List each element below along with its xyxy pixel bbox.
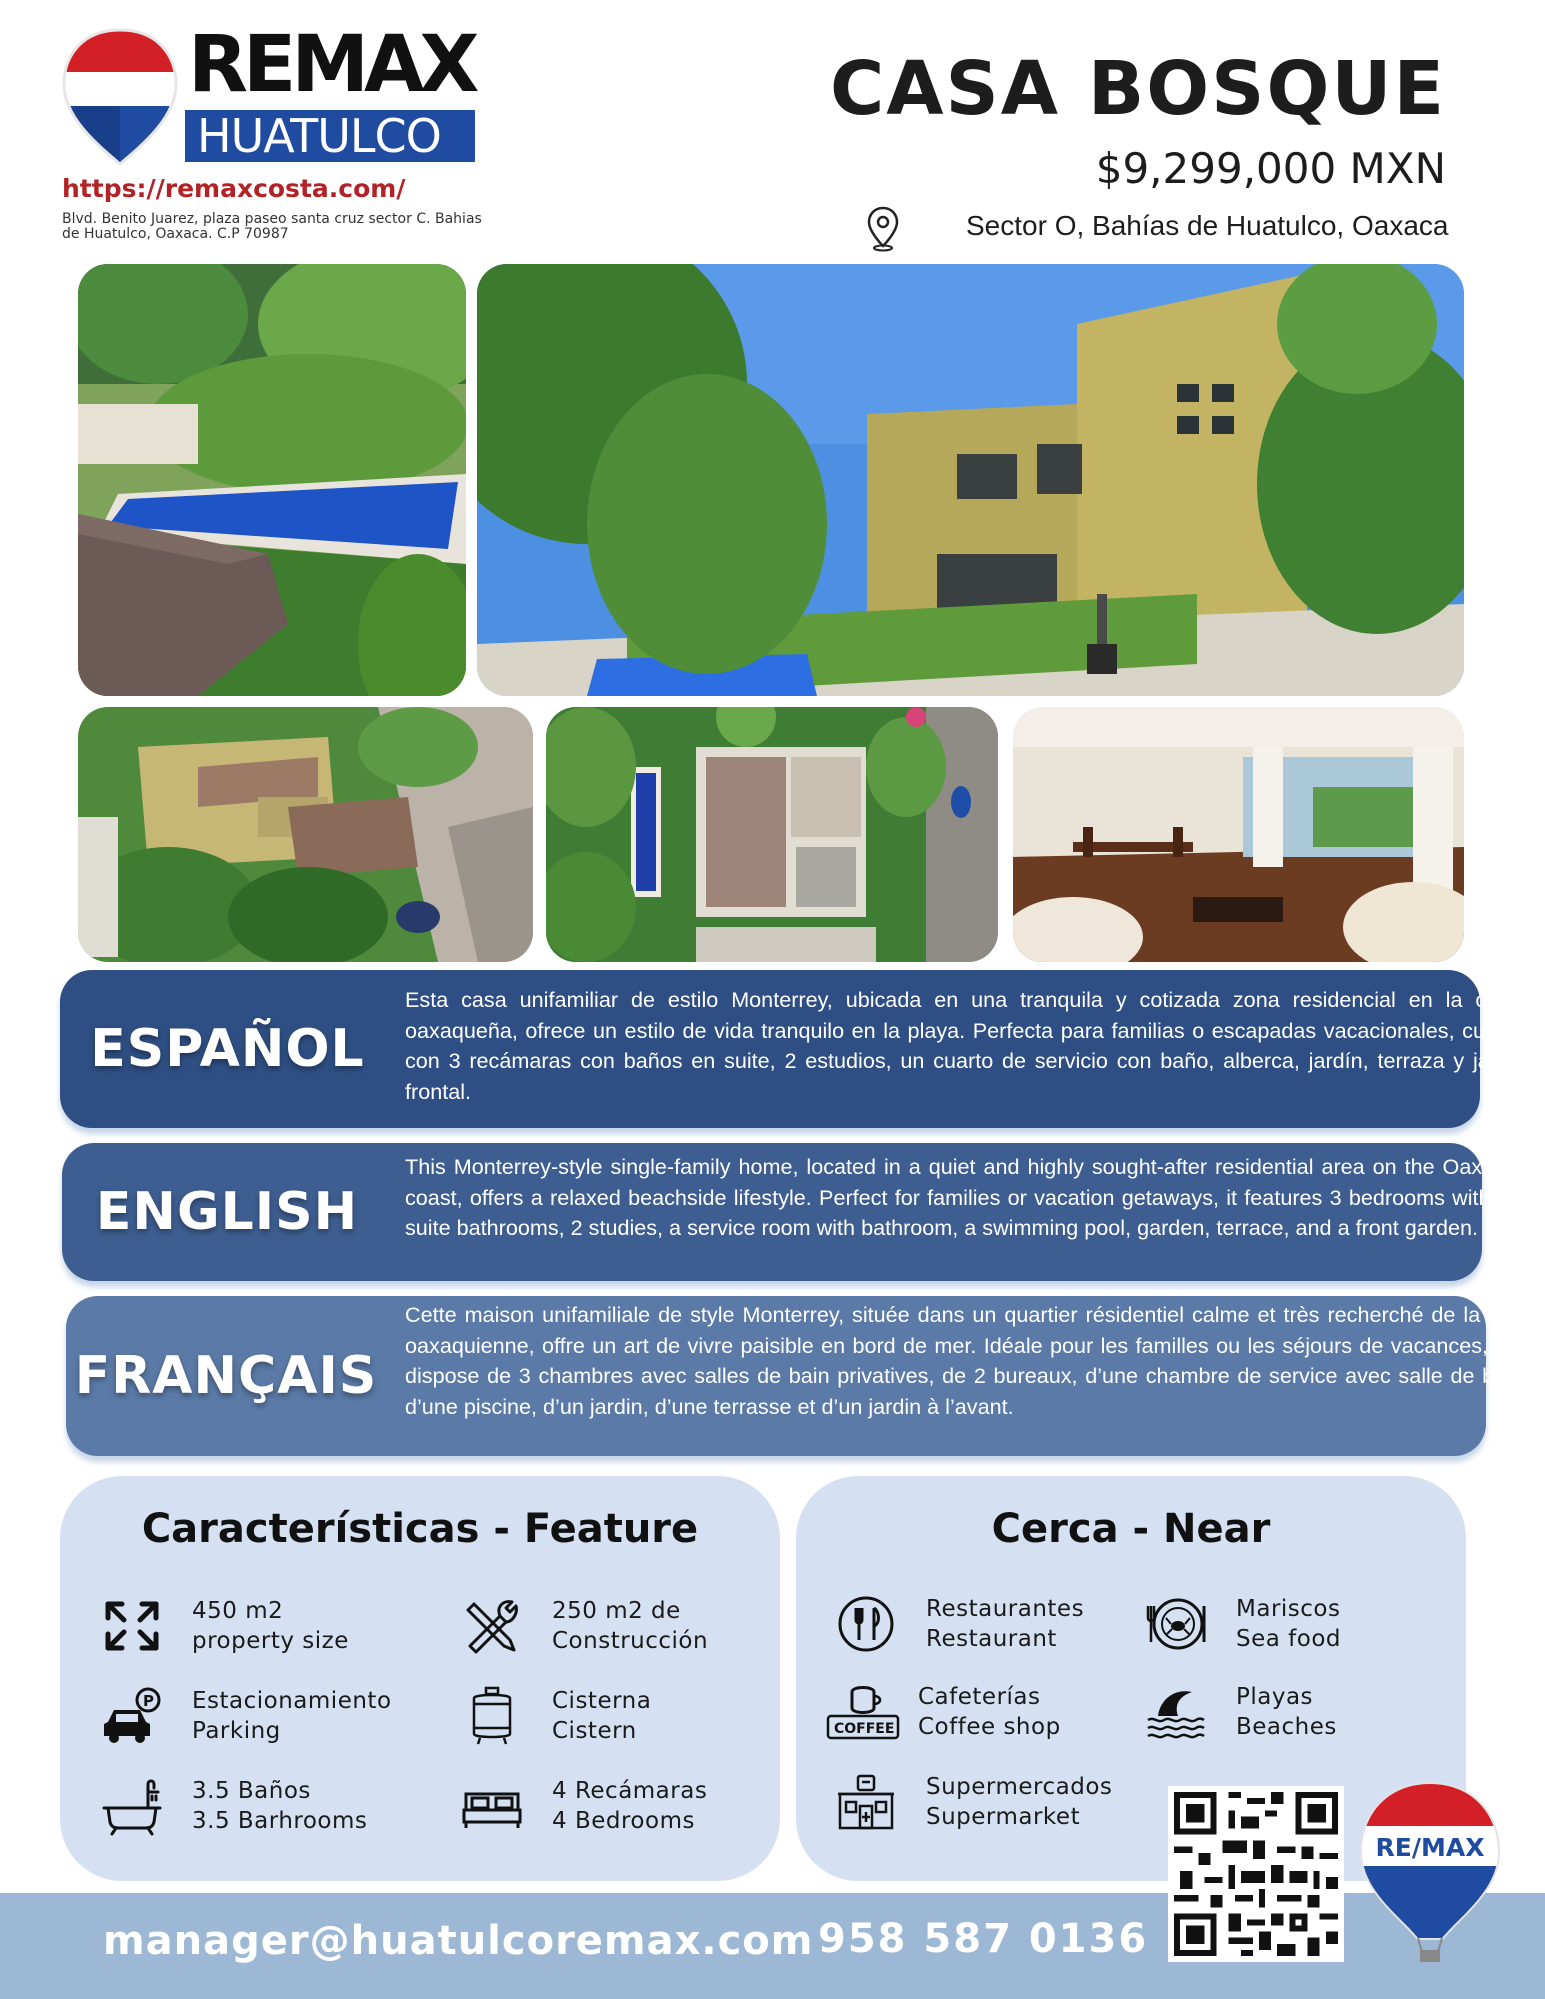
features-title: Características - Feature xyxy=(141,1506,699,1552)
feature-line2: 4 Bedrooms xyxy=(552,1808,695,1834)
bed-icon xyxy=(460,1776,524,1836)
feature-line1: 4 Recámaras xyxy=(552,1778,708,1804)
feature-cistern xyxy=(460,1686,651,1746)
feature-line1: 250 m2 de xyxy=(552,1598,681,1624)
feature-line2: Parking xyxy=(192,1718,281,1744)
expand-arrows-icon xyxy=(100,1596,164,1656)
office-address: Blvd. Benito Juarez, plaza paseo santa cruz sector C. Bahias de Huatulco, Oaxaca. C.P 70987 xyxy=(62,211,482,242)
feature-parking xyxy=(100,1686,392,1746)
near-coffee xyxy=(826,1682,1061,1742)
photo-aerial-street[interactable] xyxy=(78,707,533,962)
feature-property-size xyxy=(100,1596,349,1656)
photo-pool-garden[interactable] xyxy=(78,264,466,696)
feature-line2: 3.5 Barhrooms xyxy=(192,1808,368,1834)
features-panel xyxy=(60,1476,780,1881)
feature-construction xyxy=(460,1596,708,1656)
logo-subtitle: HUATULCO xyxy=(185,110,475,162)
near-line2: Beaches xyxy=(1236,1714,1337,1740)
description-text-spanish: Esta casa unifamiliar de estilo Monterrey, ubicada en una tranquila y cotizada zona residencial en la costa oaxaqueña, ofrece un estilo de vida tranquilo en la playa. Perfecta para familias o escapadas vacacionales, cuenta con 3 recámaras con baños en suite, 2 estudios, un cuarto de servicio con baño, alberca, jardín, terraza y jardín frontal. xyxy=(405,987,1527,1104)
near-seafood xyxy=(1144,1594,1341,1654)
near-beaches xyxy=(1144,1682,1337,1742)
bathtub-icon xyxy=(100,1776,164,1836)
feature-line1: 3.5 Baños xyxy=(192,1778,311,1804)
water-tank-icon xyxy=(460,1686,524,1746)
feature-bedrooms xyxy=(460,1776,707,1836)
near-line2: Sea food xyxy=(1236,1626,1341,1652)
language-label-english: ENGLISH xyxy=(95,1182,359,1242)
feature-line2: Cistern xyxy=(552,1718,637,1744)
property-title: CASA BOSQUE xyxy=(829,46,1446,132)
photo-aerial-top[interactable] xyxy=(546,707,998,962)
car-parking-icon xyxy=(100,1686,164,1746)
feature-line1: Cisterna xyxy=(552,1688,652,1714)
wave-icon xyxy=(1144,1682,1208,1742)
language-label-french: FRANÇAIS xyxy=(74,1346,378,1406)
property-price: $9,299,000 MXN xyxy=(1095,144,1446,193)
crab-plate-icon xyxy=(1144,1594,1208,1654)
logo-wordmark: REMAX xyxy=(188,20,475,110)
property-location: Sector O, Bahías de Huatulco, Oaxaca xyxy=(966,210,1449,241)
supermarket-icon xyxy=(834,1772,898,1832)
near-line2: Coffee shop xyxy=(918,1714,1061,1740)
nearby-title: Cerca - Near xyxy=(991,1506,1271,1552)
feature-bathrooms xyxy=(100,1776,367,1836)
near-line2: Restaurant xyxy=(926,1626,1057,1652)
feature-line2: property size xyxy=(192,1628,349,1654)
svg-text:P: P xyxy=(143,1692,154,1710)
near-line2: Supermarket xyxy=(926,1804,1081,1830)
near-restaurants xyxy=(834,1594,1084,1654)
svg-text:COFFEE: COFFEE xyxy=(834,1721,895,1737)
near-line1: Restaurantes xyxy=(926,1596,1085,1622)
feature-line1: Estacionamiento xyxy=(192,1688,392,1714)
tools-icon xyxy=(460,1596,524,1656)
near-line1: Supermercados xyxy=(926,1774,1113,1800)
description-text-english: This Monterrey-style single-family home, located in a quiet and highly sought-after residential area on the Oaxacan coast, offers a relaxed beachside lifestyle. Perfect for families or vacation getaways, it features 3 bedrooms with en-suite bathrooms, 2 studies, a service room with bathroom, a swimming pool, garden, terrace, and a front garden. xyxy=(405,1154,1529,1240)
description-french xyxy=(66,1296,1529,1456)
language-label-spanish: ESPAÑOL xyxy=(90,1019,365,1079)
remax-logo xyxy=(50,20,490,166)
website-link[interactable]: https://remaxcosta.com/ xyxy=(62,174,406,203)
feature-line1: 450 m2 xyxy=(192,1598,284,1624)
description-english xyxy=(62,1143,1529,1281)
balloon-label: RE/MAX xyxy=(1375,1833,1485,1862)
remax-balloon-icon xyxy=(1356,1778,1504,1966)
qr-code-icon[interactable] xyxy=(1168,1786,1344,1962)
near-supermarket xyxy=(834,1772,1112,1832)
contact-phone[interactable]: 958 587 0136 xyxy=(818,1916,1149,1962)
description-text-french: Cette maison unifamiliale de style Monterrey, située dans un quartier résidentiel calme et très recherché de la côte oaxaquienne, offre un art de vivre paisible en bord de mer. Idéale pour les familles ou les séjours de vacances, elle dispose de 3 chambres avec salles de bain privatives, de 2 bureaux, d’une chambre de service avec salle de bain, d’une piscine, d’un jardin, d’une terrasse et d’un jardin à l’avant. xyxy=(405,1302,1529,1419)
remax-balloon-logo-icon xyxy=(50,26,190,166)
fork-knife-icon xyxy=(834,1594,898,1654)
near-line1: Cafeterías xyxy=(918,1684,1041,1710)
near-line1: Mariscos xyxy=(1236,1596,1341,1622)
description-spanish xyxy=(60,970,1527,1128)
feature-line2: Construcción xyxy=(552,1628,709,1654)
photo-house-exterior[interactable] xyxy=(477,264,1464,696)
photo-living-room[interactable] xyxy=(1013,707,1464,962)
map-pin-icon xyxy=(866,206,900,252)
contact-email[interactable]: manager@huatulcoremax.com xyxy=(103,1918,814,1964)
coffee-icon xyxy=(826,1682,900,1742)
near-line1: Playas xyxy=(1236,1684,1314,1710)
